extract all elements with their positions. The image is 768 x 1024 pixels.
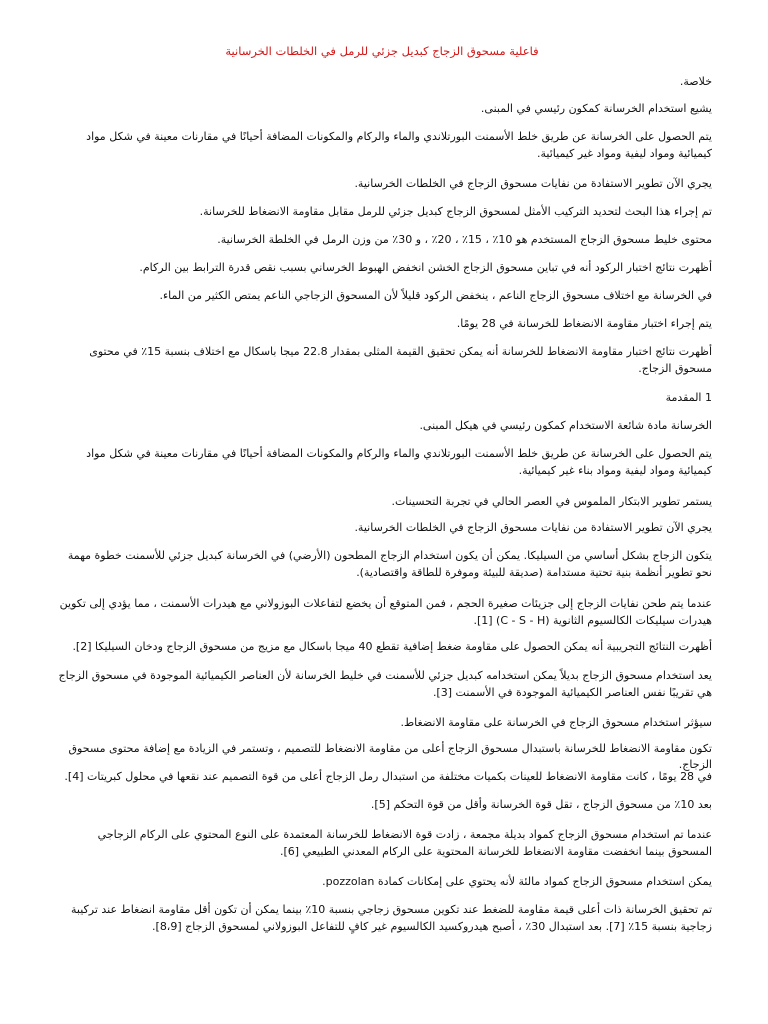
paragraph: بعد 10٪ من مسحوق الزجاج ، تقل قوة الخرسانة وأقل من قوة التحكم [5].	[370, 798, 712, 811]
paragraph: يشيع استخدام الخرسانة كمكون رئيسي في المبنى.	[480, 102, 712, 115]
paragraph: يجري الآن تطوير الاستفادة من نفايات مسحوق الزجاج في الخلطات الخرسانية.	[354, 177, 712, 190]
paragraph: عندما يتم طحن نفايات الزجاج إلى جزيئات صغيرة الحجم ، فمن المتوقع أن يخضع لتفاعلات البوزولاني مع هيدرات الأسمنت ، مما يؤدي إلى تكوين هيدرات سيليكات الكالسيوم الثانوية (C - S - H) [1].	[59, 597, 712, 627]
paragraph: سيؤثر استخدام مسحوق الزجاج في الخرسانة على مقاومة الانضغاط.	[400, 716, 712, 729]
paragraph: أظهرت نتائج اختبار مقاومة الانضغاط للخرسانة أنه يمكن تحقيق القيمة المثلى بمقدار 22.8 ميجا باسكال مع اختلاف بنسبة 15٪ في محتوى مسحوق الزجاج.	[89, 345, 712, 375]
document-title: فاعلية مسحوق الزجاج كبديل جزئي للرمل في الخلطات الخرسانية	[225, 44, 539, 58]
paragraph: يمكن استخدام مسحوق الزجاج كمواد مالئة لأنه يحتوي على إمكانات كمادة pozzolan.	[322, 875, 712, 888]
paragraph: أظهرت النتائج التجريبية أنه يمكن الحصول على مقاومة ضغط إضافية تقطع 40 ميجا باسكال مع مزيج من مسحوق الزجاج ودخان السيليكا [2].	[72, 640, 712, 653]
paragraph: يعد استخدام مسحوق الزجاج بديلاً يمكن استخدامه كبديل جزئي للأسمنت في خليط الخرسانة لأن العناصر الكيميائية الموجودة في مسحوق الزجاج هي تقريبًا نفس العناصر الكيميائية الموجودة في الأسمنت [3].	[58, 669, 712, 699]
paragraph: في 28 يومًا ، كانت مقاومة الانضغاط للعينات بكميات مختلفة من استبدال رمل الزجاج أعلى من قوة التصميم عند نقعها في محلول كبريتات [4].	[64, 770, 712, 783]
paragraph: تكون مقاومة الانضغاط للخرسانة باستبدال مسحوق الزجاج أعلى من مقاومة الانضغاط للتصميم ، وتستمر في الزيادة مع إضافة محتوى مسحوق الزجاج.	[68, 742, 712, 771]
paragraph: في الخرسانة مع اختلاف مسحوق الزجاج الناعم ، ينخفض الركود قليلاً لأن المسحوق الزجاجي الناعم يمتص الكثير من الماء.	[159, 289, 712, 302]
paragraph: يتكون الزجاج بشكل أساسي من السيليكا. يمكن أن يكون استخدام الزجاج المطحون (الأرضي) في الخرسانة كبديل جزئي للأسمنت خطوة مهمة نحو تطوير أنظمة بنية تحتية مستدامة (صديقة للبيئة وموفرة للطاقة واقتصادية).	[67, 549, 712, 579]
paragraph: محتوى خليط مسحوق الزجاج المستخدم هو 10٪ ، 15٪ ، 20٪ ، و 30٪ من وزن الرمل في الخلطة الخرسانية.	[217, 233, 712, 246]
paragraph: يجري الآن تطوير الاستفادة من نفايات مسحوق الزجاج في الخلطات الخرسانية.	[354, 521, 712, 534]
paragraph: يتم الحصول على الخرسانة عن طريق خلط الأسمنت البورتلاندي والماء والركام والمكونات المضافة أحيانًا في مقارنات معينة في شكل مواد كيميائية ومواد ليفية ومواد غير كيميائية.	[86, 130, 712, 160]
paragraph: تم إجراء هذا البحث لتحديد التركيب الأمثل لمسحوق الزجاج كبديل جزئي للرمل مقابل مقاومة الانضغاط للخرسانة.	[199, 205, 712, 218]
paragraph: يستمر تطوير الابتكار الملموس في العصر الحالي في تجربة التحسينات.	[391, 495, 712, 508]
paragraph: خلاصة.	[679, 75, 712, 88]
paragraph: تم تحقيق الخرسانة ذات أعلى قيمة مقاومة للضغط عند تكوين مسحوق زجاجي بنسبة 10٪ بينما يمكن أن تكون أقل مقاومة انضغاط عند تركيبة زجاجية بنسبة 15٪ [7]. بعد استبدال 30٪ ، أصبح هيدروكسيد الكالسيوم غير كافٍ للتفاعل البوزولاني لمسحوق الزجاج [8،9].	[71, 903, 712, 933]
paragraph: يتم الحصول على الخرسانة عن طريق خلط الأسمنت البورتلاندي والماء والركام والمكونات المضافة أحيانًا في مقارنات معينة في شكل مواد كيميائية ومواد ليفية ومواد بناء غير كيميائية.	[86, 447, 712, 477]
paragraph: أظهرت نتائج اختبار الركود أنه في تباين مسحوق الزجاج الخشن انخفض الهبوط الخرساني بسبب نقص قدرة الترابط بين الركام.	[139, 261, 712, 274]
paragraph: الخرسانة مادة شائعة الاستخدام كمكون رئيسي في هيكل المبنى.	[419, 419, 712, 432]
paragraph: 1 المقدمة	[665, 391, 712, 404]
paragraph: عندما تم استخدام مسحوق الزجاج كمواد بديلة مجمعة ، زادت قوة الانضغاط للخرسانة المعتمدة على النوع المحتوي على الركام الزجاجي المسحوق بينما انخفضت مقاومة الانضغاط للخرسانة المحتوية على الركام المعدني الطبيعي [6].	[97, 828, 712, 858]
paragraph: يتم إجراء اختبار مقاومة الانضغاط للخرسانة في 28 يومًا.	[456, 317, 712, 330]
